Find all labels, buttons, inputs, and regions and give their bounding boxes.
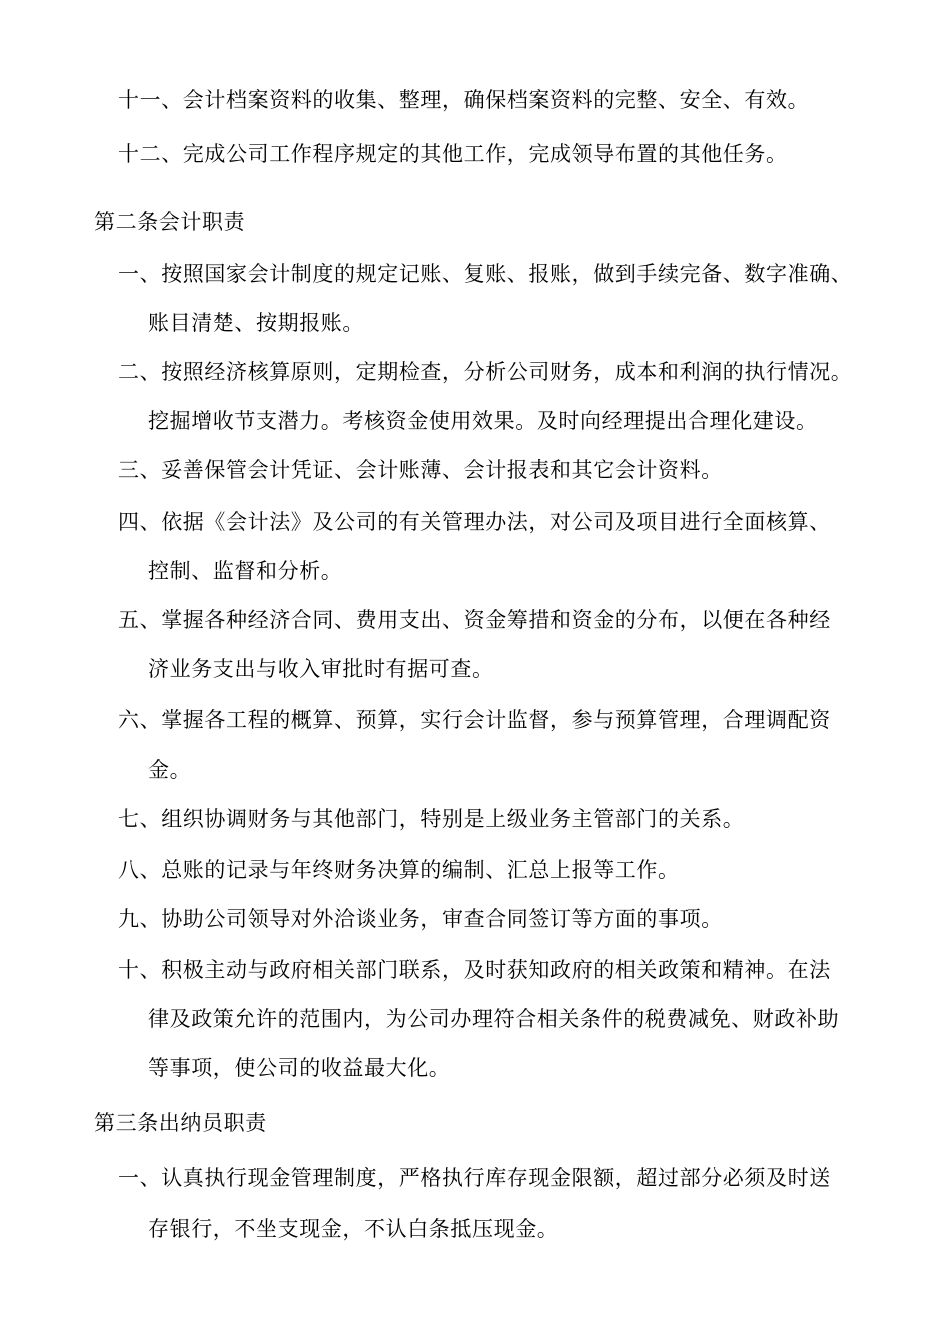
section-heading: 第二条会计职责 <box>94 210 246 234</box>
list-item: 八、总账的记录与年终财务决算的编制、汇总上报等工作。 <box>118 858 680 882</box>
list-item-continuation: 挖掘增收节支潜力。考核资金使用效果。及时向经理提出合理化建设。 <box>148 409 818 433</box>
list-item: 九、协助公司领导对外洽谈业务，审查合同签订等方面的事项。 <box>118 907 723 931</box>
list-item: 十、积极主动与政府相关部门联系，及时获知政府的相关政策和精神。在法 <box>118 958 831 982</box>
list-item-continuation: 控制、监督和分析。 <box>148 559 343 583</box>
list-item-continuation: 律及政策允许的范围内，为公司办理符合相关条件的税费减免、财政补助 <box>148 1007 840 1031</box>
list-item: 七、组织协调财务与其他部门，特别是上级业务主管部门的关系。 <box>118 807 745 831</box>
list-item: 四、依据《会计法》及公司的有关管理办法，对公司及项目进行全面核算、 <box>118 510 831 534</box>
list-item: 十二、完成公司工作程序规定的其他工作，完成领导布置的其他任务。 <box>118 142 788 166</box>
list-item: 二、按照经济核算原则，定期检查，分析公司财务，成本和利润的执行情况。 <box>118 360 853 384</box>
list-item-continuation: 金。 <box>148 758 192 782</box>
list-item: 五、掌握各种经济合同、费用支出、资金筹措和资金的分布，以便在各种经 <box>118 608 831 632</box>
list-item-continuation: 存银行，不坐支现金，不认白条抵压现金。 <box>148 1217 559 1241</box>
list-item: 六、掌握各工程的概算、预算，实行会计监督，参与预算管理，合理调配资 <box>118 708 831 732</box>
list-item: 十一、会计档案资料的收集、整理，确保档案资料的完整、安全、有效。 <box>118 88 810 112</box>
list-item-continuation: 等事项，使公司的收益最大化。 <box>148 1056 451 1080</box>
section-heading: 第三条出纳员职责 <box>94 1111 267 1135</box>
list-item: 三、妥善保管会计凭证、会计账薄、会计报表和其它会计资料。 <box>118 458 723 482</box>
list-item: 一、按照国家会计制度的规定记账、复账、报账，做到手续完备、数字准确、 <box>118 262 853 286</box>
list-item-continuation: 济业务支出与收入审批时有据可查。 <box>148 657 494 681</box>
list-item-continuation: 账目清楚、按期报账。 <box>148 311 364 335</box>
list-item: 一、认真执行现金管理制度，严格执行库存现金限额，超过部分必须及时送 <box>118 1166 831 1190</box>
